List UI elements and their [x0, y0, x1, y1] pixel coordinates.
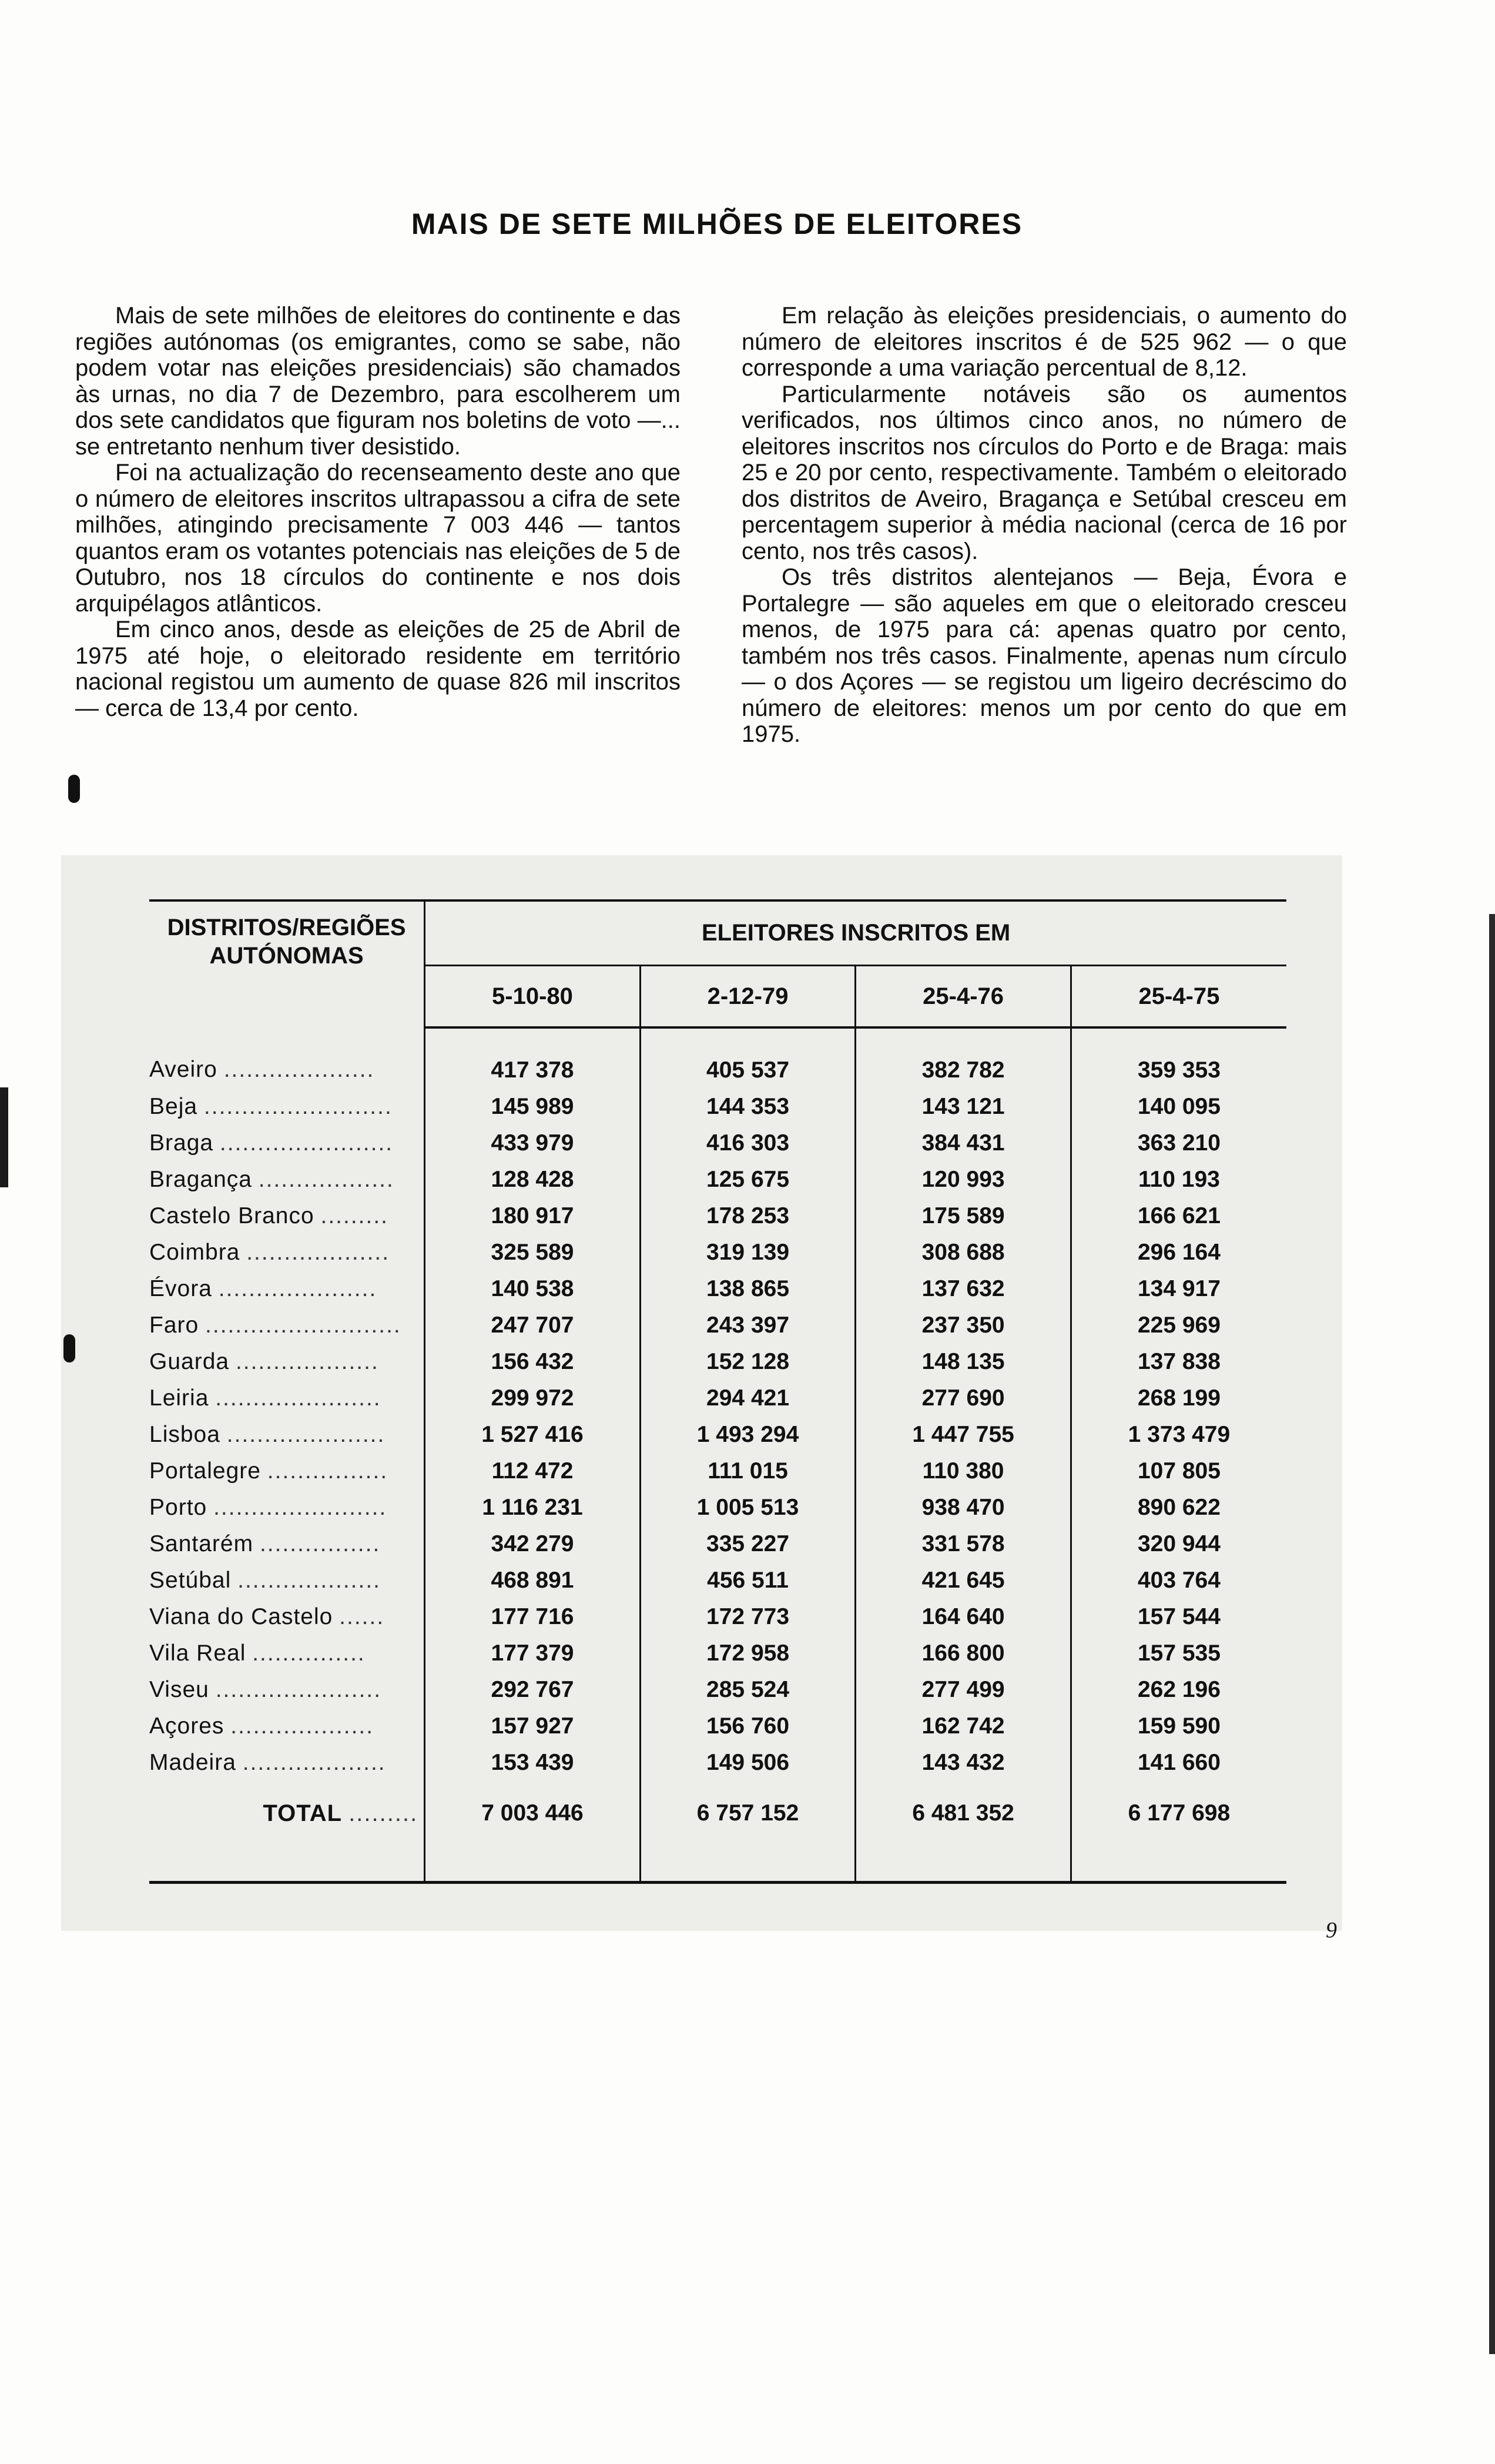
value-cell: 156 432: [425, 1344, 641, 1380]
region-name: Évora: [149, 1276, 212, 1301]
region-name: Açores: [149, 1713, 224, 1739]
value-cell: 938 470: [856, 1489, 1071, 1526]
dot-leader: .....................: [226, 1422, 386, 1447]
value-cell: 112 472: [425, 1453, 641, 1489]
value-cell: 166 621: [1137, 1203, 1221, 1228]
region-name-cell: [149, 1380, 425, 1417]
region-name: Santarém: [149, 1531, 254, 1556]
table-row: [149, 1380, 1286, 1417]
table-row: [149, 1307, 1286, 1344]
total-label-cell: [149, 1781, 425, 1846]
value-cell: 320 944: [1137, 1531, 1221, 1556]
region-name-cell: [149, 1745, 425, 1781]
dot-leader: ...................: [235, 1349, 379, 1374]
value-cell: 285 524: [640, 1672, 856, 1708]
region-name-cell: [149, 1453, 425, 1489]
value-cell: 268 199: [1137, 1385, 1221, 1411]
paragraph: Em relação às eleições presidenciais, o aumento do número de eleitores inscritos é de 525 962 — o que corresponde a uma variação percentual de 8,12.: [742, 303, 1347, 381]
value-cell: 416 303: [640, 1125, 856, 1161]
spacer-cell: [149, 1846, 425, 1883]
value-cell: 1 447 755: [856, 1417, 1071, 1453]
value-cell: 335 227: [640, 1526, 856, 1562]
value-cell: 157 927: [425, 1708, 641, 1745]
region-name-cell: [149, 1234, 425, 1271]
dot-leader: ................: [259, 1531, 381, 1556]
dot-leader: .........: [348, 1800, 418, 1826]
paragraph: Em cinco anos, desde as eleições de 25 de Abril de 1975 até hoje, o eleitorado residente em território nacional registou um aumento de quase 826 mil inscritos — cerca de 13,4 por cento.: [75, 617, 681, 721]
value-cell: 137 632: [856, 1271, 1071, 1307]
total-value-cell: 6 177 698: [1128, 1800, 1231, 1826]
value-cell: 359 353: [1137, 1057, 1221, 1083]
value-cell: 243 397: [640, 1307, 856, 1344]
punch-hole-mark: [68, 775, 80, 803]
value-cell: 162 742: [856, 1708, 1071, 1745]
dot-leader: ...................: [242, 1750, 386, 1775]
dot-leader: ...................: [246, 1240, 390, 1265]
table-row: [149, 1089, 1286, 1125]
spacer-cell: [425, 1846, 641, 1883]
value-cell: 134 917: [1137, 1276, 1221, 1301]
value-cell: 140 095: [1137, 1094, 1221, 1119]
table-row: [149, 1161, 1286, 1198]
value-cell: 111 015: [640, 1453, 856, 1489]
value-cell: 156 760: [640, 1708, 856, 1745]
region-name-cell: [149, 1161, 425, 1198]
value-cell: 262 196: [1137, 1677, 1221, 1702]
region-name: Portalegre: [149, 1458, 261, 1484]
value-cell: 125 675: [640, 1161, 856, 1198]
date-column-header: 5-10-80: [425, 966, 641, 1028]
paragraph: Particularmente notáveis são os aumentos verificados, nos últimos cinco anos, no número de eleitores inscritos nos círculos do Porto e de Braga: mais 25 e 20 por cento, respectivamente. Também o eleitorado dos distritos de Aveiro, Bragança e Setúbal cresceu em percentagem superior à média nacional (cerca de 16 por cento, nos três casos).: [742, 381, 1347, 564]
value-cell: 159 590: [1137, 1713, 1221, 1739]
dot-leader: ....................: [223, 1057, 375, 1082]
value-cell: 128 428: [425, 1161, 641, 1198]
region-name-cell: [149, 1635, 425, 1672]
region-name-cell: [149, 1489, 425, 1526]
value-cell: 138 865: [640, 1271, 856, 1307]
table-row: [149, 1234, 1286, 1271]
region-name-cell: [149, 1307, 425, 1344]
table-row: [149, 1271, 1286, 1307]
paragraph: Mais de sete milhões de eleitores do continente e das regiões autónomas (os emigrantes, como se sabe, não podem votar nas eleições presidenciais) são chamados às urnas, no dia 7 de Dezembro, para escolherem um dos sete candidatos que figuram nos boletins de voto —... se entretanto nenhum tiver desistido.: [75, 303, 681, 460]
region-name: Guarda: [149, 1349, 230, 1374]
value-cell: 152 128: [640, 1344, 856, 1380]
region-name: Setúbal: [149, 1568, 232, 1593]
value-cell: 120 993: [856, 1161, 1071, 1198]
region-name: Coimbra: [149, 1240, 240, 1265]
region-name: Castelo Branco: [149, 1203, 314, 1228]
value-cell: 166 800: [856, 1635, 1071, 1672]
dot-leader: ......................: [215, 1677, 382, 1702]
value-cell: 403 764: [1137, 1568, 1221, 1593]
scan-edge-mark: [0, 1087, 8, 1187]
table-row: [149, 1562, 1286, 1599]
value-cell: 319 139: [640, 1234, 856, 1271]
region-name: Vila Real: [149, 1641, 246, 1666]
value-cell: 140 538: [425, 1271, 641, 1307]
region-name: Viana do Castelo: [149, 1604, 333, 1629]
region-name-cell: [149, 1271, 425, 1307]
total-value-cell: 7 003 446: [425, 1781, 641, 1846]
value-cell: 172 958: [640, 1635, 856, 1672]
value-cell: 180 917: [425, 1198, 641, 1234]
dot-leader: .........: [320, 1203, 389, 1228]
value-cell: 363 210: [1137, 1130, 1221, 1156]
page-number: 9: [1326, 1918, 1337, 1943]
spacer-cell: [640, 1846, 856, 1883]
value-cell: 145 989: [425, 1089, 641, 1125]
dot-leader: ..........................: [205, 1313, 401, 1338]
table-row: [149, 1635, 1286, 1672]
value-cell: 382 782: [856, 1027, 1071, 1089]
region-name: Aveiro: [149, 1057, 217, 1082]
value-cell: 148 135: [856, 1344, 1071, 1380]
total-value-cell: 6 481 352: [856, 1781, 1071, 1846]
date-column-header: 25-4-76: [856, 966, 1071, 1028]
value-cell: 110 193: [1138, 1167, 1220, 1192]
value-cell: 405 537: [640, 1027, 856, 1089]
value-cell: 331 578: [856, 1526, 1071, 1562]
value-cell: 1 527 416: [425, 1417, 641, 1453]
dot-leader: .......................: [219, 1130, 394, 1156]
table-row: [149, 1489, 1286, 1526]
value-cell: 294 421: [640, 1380, 856, 1417]
table-bottom-rule: [149, 1846, 1286, 1883]
left-text-column: [75, 303, 681, 721]
value-cell: 456 511: [640, 1562, 856, 1599]
table-row: [149, 1708, 1286, 1745]
date-column-header: 25-4-75: [1071, 966, 1286, 1028]
total-row: [149, 1781, 1286, 1846]
table-row: [149, 1453, 1286, 1489]
table-row: [149, 1745, 1286, 1781]
value-cell: 468 891: [425, 1562, 641, 1599]
dot-leader: .........................: [203, 1094, 393, 1119]
value-cell: 177 716: [425, 1599, 641, 1635]
value-cell: 107 805: [1137, 1458, 1221, 1484]
region-name-cell: [149, 1089, 425, 1125]
value-cell: 110 380: [856, 1453, 1071, 1489]
dot-leader: ................: [267, 1458, 388, 1484]
paragraph: Os três distritos alentejanos — Beja, Évora e Portalegre — são aqueles em que o eleitorado cresceu menos, de 1975 para cá: apenas quatro por cento, também nos três casos. Finalmente, apenas num círculo — o dos Açores — se registou um ligeiro decréscimo do número de eleitores: menos um por cento do que em 1975.: [742, 564, 1347, 747]
value-cell: 157 535: [1137, 1641, 1221, 1666]
value-cell: 1 005 513: [640, 1489, 856, 1526]
region-name-cell: [149, 1562, 425, 1599]
table-row: [149, 1672, 1286, 1708]
dot-leader: .....................: [218, 1276, 377, 1301]
table-panel: [61, 855, 1342, 1931]
spacer-cell: [1071, 1846, 1286, 1883]
value-cell: 299 972: [425, 1380, 641, 1417]
dot-leader: ......: [339, 1604, 385, 1629]
value-cell: 178 253: [640, 1198, 856, 1234]
dot-leader: ...................: [230, 1713, 374, 1739]
table-body: [149, 1027, 1286, 1883]
value-cell: 137 838: [1137, 1349, 1221, 1374]
punch-hole-mark: [63, 1334, 75, 1362]
value-cell: 433 979: [425, 1125, 641, 1161]
value-cell: 417 378: [425, 1027, 641, 1089]
region-name: Viseu: [149, 1677, 209, 1702]
date-column-header: 2-12-79: [640, 966, 856, 1028]
article-title: MAIS DE SETE MILHÕES DE ELEITORES: [411, 207, 1023, 240]
region-name: Beja: [149, 1094, 198, 1119]
voters-table: [149, 899, 1286, 1884]
value-cell: 164 640: [856, 1599, 1071, 1635]
region-name: Bragança: [149, 1167, 252, 1192]
region-name: Braga: [149, 1130, 214, 1156]
value-cell: 277 499: [856, 1672, 1071, 1708]
value-cell: 225 969: [1137, 1313, 1221, 1338]
dot-leader: ...................: [237, 1568, 381, 1593]
value-cell: 384 431: [856, 1125, 1071, 1161]
region-name-cell: [149, 1344, 425, 1380]
table-row: [149, 1417, 1286, 1453]
region-name-cell: [149, 1198, 425, 1234]
value-cell: 177 379: [425, 1635, 641, 1672]
paragraph: Foi na actualização do recenseamento deste ano que o número de eleitores inscritos ultrapassou a cifra de sete milhões, atingindo precisamente 7 003 446 — tantos quantos eram os votantes potenciais nas eleições de 5 de Outubro, nos 18 círculos do continente e nos dois arquipélagos atlânticos.: [75, 460, 681, 617]
value-cell: 342 279: [425, 1526, 641, 1562]
region-name-cell: [149, 1417, 425, 1453]
value-cell: 421 645: [856, 1562, 1071, 1599]
region-name-cell: [149, 1027, 425, 1089]
region-name: Madeira: [149, 1750, 236, 1775]
value-cell: 890 622: [1137, 1495, 1221, 1520]
dot-leader: ..................: [258, 1167, 394, 1192]
value-cell: 153 439: [425, 1745, 641, 1781]
value-cell: 175 589: [856, 1198, 1071, 1234]
table-row: [149, 1027, 1286, 1089]
value-cell: 1 493 294: [640, 1417, 856, 1453]
value-cell: 143 432: [856, 1745, 1071, 1781]
value-cell: 143 121: [856, 1089, 1071, 1125]
region-name-cell: [149, 1125, 425, 1161]
scan-edge-mark: [1489, 914, 1495, 2354]
total-value-cell: 6 757 152: [640, 1781, 856, 1846]
total-label: TOTAL: [263, 1800, 343, 1826]
dot-leader: ...............: [252, 1641, 366, 1666]
dot-leader: .......................: [213, 1495, 387, 1520]
group-column-header: ELEITORES INSCRITOS EM: [425, 900, 1286, 966]
region-name-cell: [149, 1672, 425, 1708]
value-cell: 296 164: [1137, 1240, 1221, 1265]
table-row: [149, 1198, 1286, 1234]
value-cell: 277 690: [856, 1380, 1071, 1417]
region-column-header: DISTRITOS/REGIÕES AUTÓNOMAS: [149, 900, 425, 1027]
value-cell: 141 660: [1137, 1750, 1221, 1775]
value-cell: 247 707: [425, 1307, 641, 1344]
value-cell: 149 506: [640, 1745, 856, 1781]
dot-leader: ......................: [215, 1385, 381, 1411]
right-text-column: [742, 303, 1347, 748]
value-cell: 308 688: [856, 1234, 1071, 1271]
table-row: [149, 1344, 1286, 1380]
region-name-cell: [149, 1526, 425, 1562]
value-cell: 237 350: [856, 1307, 1071, 1344]
table-row: [149, 1526, 1286, 1562]
value-cell: 292 767: [425, 1672, 641, 1708]
region-name: Leiria: [149, 1385, 209, 1411]
table-row: [149, 1599, 1286, 1635]
region-name-cell: [149, 1599, 425, 1635]
region-name: Faro: [149, 1313, 199, 1338]
region-name-cell: [149, 1708, 425, 1745]
value-cell: 172 773: [640, 1599, 856, 1635]
value-cell: 144 353: [640, 1089, 856, 1125]
value-cell: 157 544: [1137, 1604, 1221, 1629]
value-cell: 1 116 231: [425, 1489, 641, 1526]
region-name: Porto: [149, 1495, 207, 1520]
spacer-cell: [856, 1846, 1071, 1883]
value-cell: 325 589: [425, 1234, 641, 1271]
region-name: Lisboa: [149, 1422, 220, 1447]
table-row: [149, 1125, 1286, 1161]
value-cell: 1 373 479: [1128, 1422, 1231, 1447]
